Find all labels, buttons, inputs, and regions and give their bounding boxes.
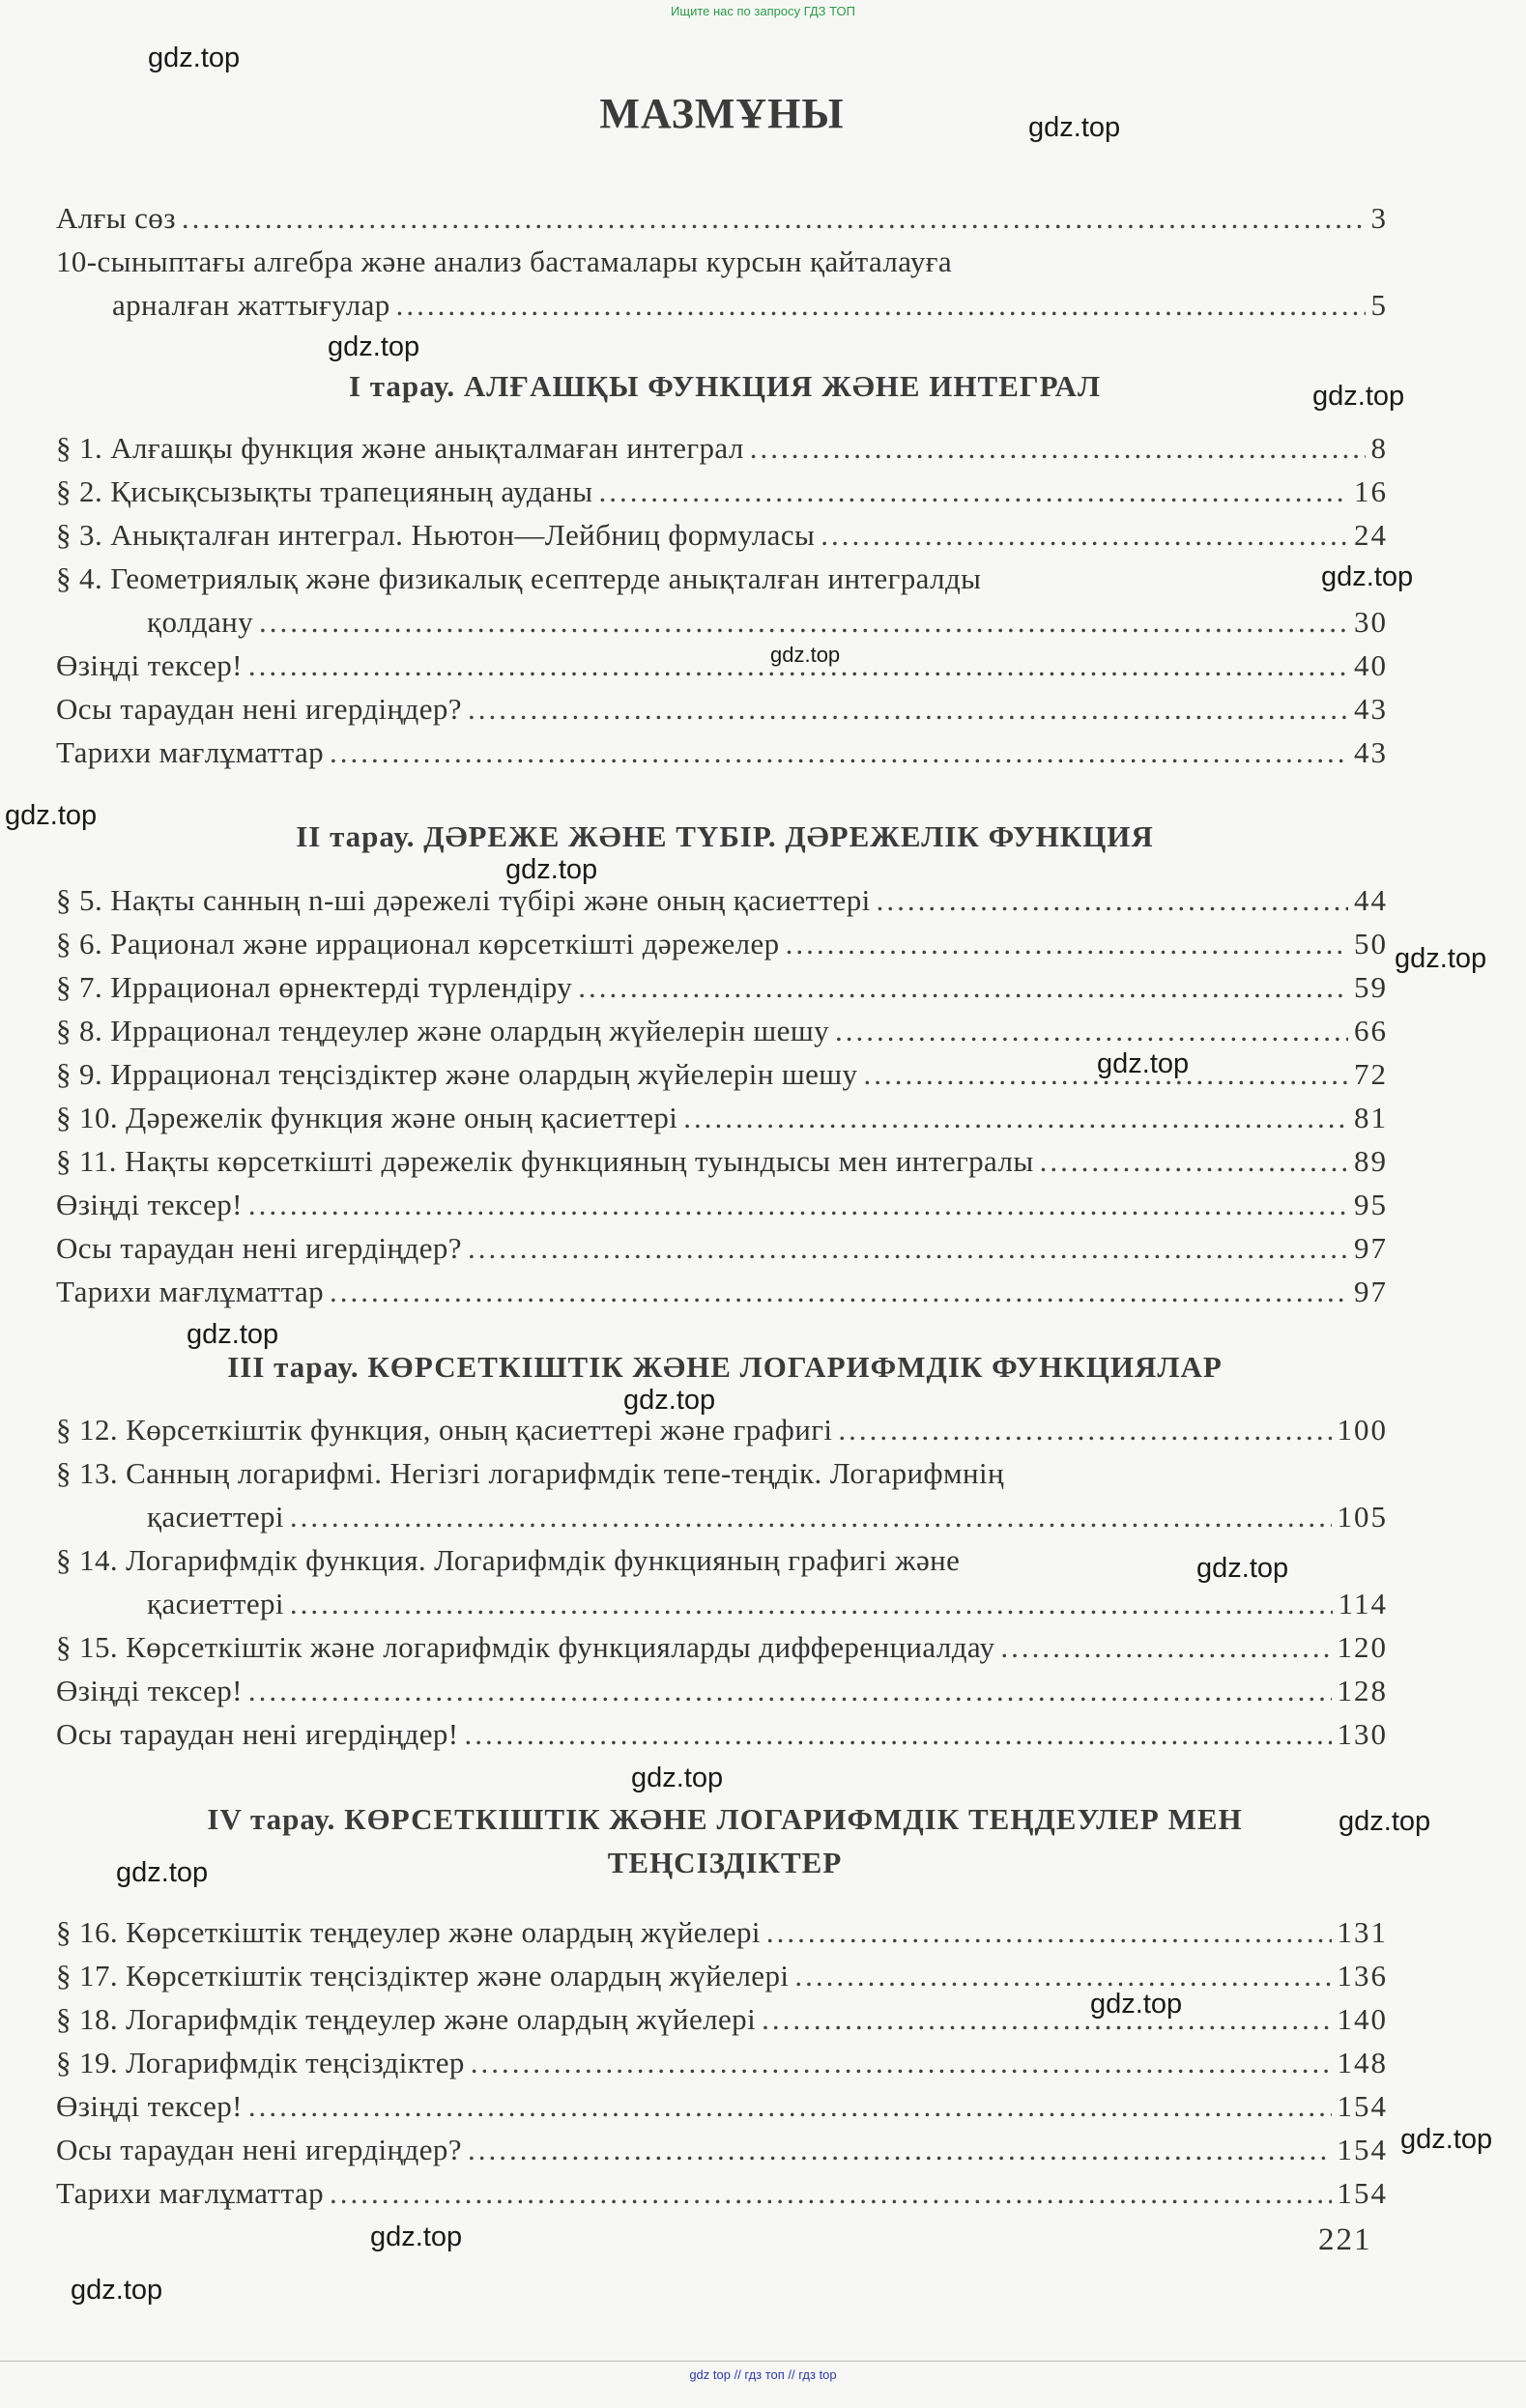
toc-entry-label: 10-сыныптағы алгебра және анализ бастамалары курсын қайталауға [56,244,953,278]
section-number: § 14. [56,1543,118,1577]
toc-leader-dots [182,201,1366,236]
toc-entry-section-4-line2[interactable] [147,605,1388,647]
chapter-4-heading-line1: ІV тарау. КӨРСЕТКІШТІК ЖӘНЕ ЛОГАРИФМДІК ТЕҢДЕУЛЕР МЕН [207,1802,1243,1836]
toc-entry-label: Өзіңді тексер! [56,1674,243,1707]
toc-entry-label: Нақты көрсеткішті дәрежелік функцияның туындысы мен интегралы [125,1144,1034,1178]
toc-entry-label: Осы тараудан нені игердіңдер! [56,1717,459,1751]
toc-entry-page: 154 [1337,2176,1388,2210]
toc-leader-dots [248,1674,1332,1708]
bottom-banner: gdz top // гдз топ // гдз top [689,2367,837,2382]
toc-leader-dots [465,1717,1332,1752]
toc-entry-learned-4[interactable] [56,2133,1388,2175]
toc-entry-section-1[interactable] [56,431,1388,473]
watermark-text: gdz.top [1090,1989,1183,2020]
toc-entry-learned-3[interactable] [56,1717,1388,1760]
toc-entry-section-14-line1[interactable] [56,1543,1388,1586]
toc-entry-page: 30 [1354,605,1388,639]
toc-entry-page: 44 [1354,883,1388,917]
section-number: § 12. [56,1413,118,1447]
toc-leader-dots [794,1959,1331,1993]
toc-entry-section-10[interactable] [56,1101,1388,1143]
section-number: § 5. [56,883,103,917]
toc-leader-dots [290,1500,1332,1534]
toc-entry-page: 66 [1354,1014,1388,1047]
toc-entry-label: Логарифмдік теңдеулер және олардың жүйелері [126,2002,757,2036]
toc-entry-page: 3 [1370,201,1388,235]
toc-leader-dots [578,970,1348,1005]
watermark-text: gdz.top [631,1763,724,1793]
toc-entry-label: Осы тараудан нені игердіңдер? [56,2133,462,2166]
watermark-text: gdz.top [1321,561,1414,592]
toc-entry-label: қолдану [147,605,254,639]
toc-entry-label: Логарифмдік функция. Логарифмдік функцияның графигі және [126,1543,961,1577]
section-number: § 17. [56,1959,118,1992]
watermark-text: gdz.top [148,43,241,73]
toc-entry-section-12[interactable] [56,1413,1388,1455]
toc-entry-section-2[interactable] [56,474,1388,517]
toc-entry-page: 97 [1354,1275,1388,1308]
toc-entry-page: 105 [1337,1500,1388,1534]
toc-entry-section-11[interactable] [56,1144,1388,1187]
chapter-1-heading: І тарау. АЛҒАШҚЫ ФУНКЦИЯ ЖӘНЕ ИНТЕГРАЛ [348,369,1102,403]
toc-entry-section-7[interactable] [56,970,1388,1013]
section-number: § 10. [56,1101,118,1134]
toc-leader-dots [762,2002,1331,2037]
toc-entry-page: 81 [1354,1101,1388,1134]
watermark-text: gdz.top [1395,943,1487,974]
page-number: 221 [1318,2222,1372,2257]
toc-entry-label: Көрсеткіштік теңдеулер және олардың жүйелері [126,1915,761,1949]
toc-entry-page: 43 [1354,692,1388,726]
top-banner: Ищите нас по запросу ГДЗ ТОП [671,4,855,18]
toc-entry-section-14-line2[interactable] [147,1587,1388,1629]
watermark-text: gdz.top [770,643,841,667]
section-number: § 18. [56,2002,118,2036]
section-number: § 9. [56,1057,103,1091]
toc-entry-page: 95 [1354,1188,1388,1221]
watermark-text: gdz.top [116,1857,209,1888]
watermark-text: gdz.top [1400,2124,1493,2155]
toc-entry-self-check-1[interactable] [56,648,1388,691]
section-number: § 13. [56,1456,118,1490]
toc-entry-page: 40 [1354,648,1388,682]
watermark-text: gdz.top [1028,112,1121,143]
toc-entry-label: Алғы сөз [56,201,176,235]
toc-entry-page: 140 [1337,2002,1388,2036]
toc-entry-label: Өзіңді тексер! [56,2089,243,2123]
toc-entry-history-1[interactable] [56,735,1388,778]
toc-entry-section-17[interactable] [56,1959,1388,2001]
toc-leader-dots [598,474,1348,509]
toc-entry-page: 131 [1337,1915,1388,1949]
section-number: § 16. [56,1915,118,1949]
toc-entry-section-13-line1[interactable] [56,1456,1388,1499]
toc-entry-page: 59 [1354,970,1388,1004]
toc-entry-label: Көрсеткіштік теңсіздіктер және олардың жүйелері [126,1959,790,1992]
watermark-text: gdz.top [623,1385,716,1416]
toc-entry-label: Иррационал теңсіздіктер және олардың жүйелерін шешу [110,1057,858,1091]
watermark-text: gdz.top [5,800,98,831]
section-number: § 7. [56,970,103,1004]
toc-entry-page: 154 [1337,2089,1388,2123]
watermark-text: gdz.top [1196,1553,1289,1584]
section-number: § 2. [56,474,103,508]
toc-entry-section-3[interactable] [56,518,1388,560]
bottom-divider [0,2361,1526,2362]
toc-entry-label: Қисықсызықты трапецияның ауданы [110,474,593,508]
watermark-text: gdz.top [71,2275,163,2306]
toc-entry-label: Геометриялық және физикалық есептерде анықталған интегралды [110,561,982,595]
toc-entry-history-4[interactable] [56,2176,1388,2219]
toc-entry-section-16[interactable] [56,1915,1388,1958]
toc-leader-dots [248,2089,1332,2124]
toc-leader-dots [468,1231,1348,1266]
toc-entry-page: 5 [1370,288,1388,322]
toc-entry-review-line1[interactable] [56,244,1388,287]
watermark-text: gdz.top [1097,1048,1190,1079]
toc-leader-dots [330,2176,1332,2211]
toc-leader-dots [396,288,1366,323]
section-number: § 19. [56,2046,118,2079]
toc-leader-dots [1000,1630,1331,1665]
toc-entry-page: 154 [1337,2133,1388,2166]
toc-entry-page: 89 [1354,1144,1388,1178]
toc-leader-dots [248,1188,1348,1222]
toc-entry-page: 43 [1354,735,1388,769]
watermark-text: gdz.top [328,331,420,362]
toc-leader-dots [683,1101,1348,1135]
toc-entry-page: 24 [1354,518,1388,552]
toc-entry-learned-1[interactable] [56,692,1388,734]
toc-leader-dots [468,2133,1332,2167]
section-number: § 6. [56,927,103,960]
toc-entry-label: Анықталған интеграл. Ньютон—Лейбниц формуласы [110,518,816,552]
watermark-text: gdz.top [505,854,598,885]
toc-leader-dots [838,1413,1331,1448]
toc-entry-section-4-line1[interactable] [56,561,1388,604]
section-number: § 8. [56,1014,103,1047]
toc-entry-section-13-line2[interactable] [147,1500,1388,1542]
chapter-3-heading: ІІІ тарау. КӨРСЕТКІШТІК ЖӘНЕ ЛОГАРИФМДІК ФУНКЦИЯЛАР [227,1350,1223,1384]
toc-entry-section-18[interactable] [56,2002,1388,2045]
section-number: § 1. [56,431,103,465]
toc-entry-label: арналған жаттығулар [112,288,390,322]
toc-leader-dots [821,518,1348,553]
toc-leader-dots [750,431,1366,466]
section-number: § 11. [56,1144,117,1178]
toc-entry-page: 97 [1354,1231,1388,1265]
toc-entry-label: Логарифмдік теңсіздіктер [126,2046,465,2079]
watermark-text: gdz.top [1339,1806,1431,1837]
toc-entry-page: 128 [1337,1674,1388,1707]
toc-entry-label: Алғашқы функция және анықталмаған интеграл [110,431,744,465]
toc-entry-page: 72 [1354,1057,1388,1091]
toc-entry-learned-2[interactable] [56,1231,1388,1274]
toc-entry-page: 100 [1337,1413,1388,1447]
section-number: § 4. [56,561,103,595]
toc-entry-label: Өзіңді тексер! [56,1188,243,1221]
toc-entry-section-6[interactable] [56,927,1388,969]
toc-entry-page: 148 [1337,2046,1388,2079]
toc-entry-page: 8 [1370,431,1388,465]
toc-leader-dots [835,1014,1348,1048]
toc-entry-label: Осы тараудан нені игердіңдер? [56,692,462,726]
watermark-text: gdz.top [1312,381,1405,412]
toc-entry-label: Рационал және иррационал көрсеткішті дәрежелер [110,927,780,960]
chapter-4-heading-line2: ТЕҢСІЗДІКТЕР [607,1846,843,1879]
toc-leader-dots [330,1275,1348,1309]
toc-entry-label: Тарихи мағлұматтар [56,1275,324,1308]
toc-entry-section-19[interactable] [56,2046,1388,2088]
toc-leader-dots [877,883,1348,918]
page-title: МАЗМҰНЫ [599,90,845,137]
toc-entry-page: 114 [1338,1587,1388,1620]
toc-entry-label: Тарихи мағлұматтар [56,735,324,769]
toc-entry-label: Иррационал өрнектерді түрлендіру [110,970,573,1004]
toc-entry-label: Осы тараудан нені игердіңдер? [56,1231,462,1265]
toc-entry-label: Өзіңді тексер! [56,648,243,682]
toc-entry-label: Дәрежелік функция және оның қасиеттері [126,1101,678,1134]
watermark-text: gdz.top [370,2222,463,2252]
toc-entry-history-2[interactable] [56,1275,1388,1317]
toc-entry-label: Тарихи мағлұматтар [56,2176,324,2210]
toc-leader-dots [766,1915,1332,1950]
toc-leader-dots [259,605,1348,640]
toc-entry-self-check-3[interactable] [56,1674,1388,1716]
toc-entry-foreword[interactable] [56,201,1388,244]
toc-entry-section-15[interactable] [56,1630,1388,1673]
toc-entry-label: Иррационал теңдеулер және олардың жүйелерін шешу [110,1014,829,1047]
toc-leader-dots [1040,1144,1348,1179]
chapter-2-heading: ІІ тарау. ДӘРЕЖЕ ЖӘНЕ ТҮБІР. ДӘРЕЖЕЛІК ФУНКЦИЯ [296,819,1154,853]
toc-leader-dots [290,1587,1333,1621]
toc-leader-dots [330,735,1348,770]
section-number: § 3. [56,518,103,552]
toc-entry-page: 16 [1354,474,1388,508]
toc-entry-label: Көрсеткіштік және логарифмдік функцияларды дифференциалдау [126,1630,995,1664]
toc-entry-label: Нақты санның n-ші дәрежелі түбірі және оның қасиеттері [110,883,871,917]
toc-entry-label: қасиеттері [147,1587,284,1620]
toc-entry-label: Санның логарифмі. Негізгі логарифмдік тепе-теңдік. Логарифмнің [126,1456,1004,1490]
toc-entry-label: қасиеттері [147,1500,284,1534]
toc-leader-dots [471,2046,1332,2080]
toc-leader-dots [468,692,1348,727]
toc-entry-section-5[interactable] [56,883,1388,926]
toc-entry-self-check-2[interactable] [56,1188,1388,1230]
section-number: § 15. [56,1630,118,1664]
toc-entry-page: 50 [1354,927,1388,960]
watermark-text: gdz.top [187,1319,279,1350]
toc-entry-label: Көрсеткіштік функция, оның қасиеттері және графигі [126,1413,833,1447]
toc-entry-page: 120 [1337,1630,1388,1664]
toc-entry-self-check-4[interactable] [56,2089,1388,2132]
toc-leader-dots [786,927,1348,961]
toc-entry-page: 136 [1337,1959,1388,1992]
toc-entry-page: 130 [1337,1717,1388,1751]
toc-entry-review-line2[interactable] [112,288,1388,330]
